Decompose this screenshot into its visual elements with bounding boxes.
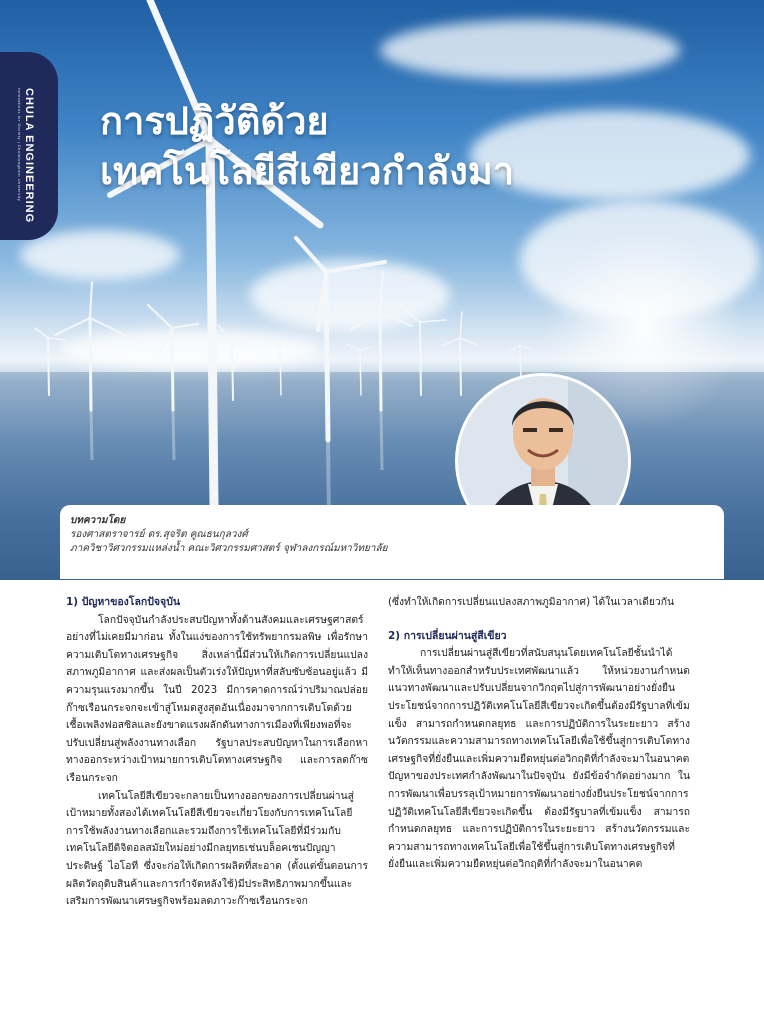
article-title: [100, 96, 514, 196]
section-1-paragraph-3: (ซึ่งทำให้เกิดการเปลี่ยนแปลงสภาพภูมิอากาศ) ได้ในเวลาเดียวกัน: [388, 596, 674, 608]
author-affiliation: ภาควิชาวิศวกรรมแหล่งน้ำ คณะวิศวกรรมศาสตร์ จุฬาลงกรณ์มหาวิทยาลัย: [70, 543, 388, 554]
author-label: บทความโดย: [70, 515, 126, 526]
author-box: [60, 505, 724, 579]
title-line-1: การปฏิวัติด้วย: [100, 99, 329, 143]
left-column: [66, 594, 368, 911]
section-1-paragraph-1: โลกปัจจุบันกำลังประสบปัญหาทั้งด้านสังคมและเศรษฐศาสตร์อย่างที่ไม่เคยมีมาก่อน ทั้งในแง่ของการใช้ทรัพยากรมลพิษ เพื่อรักษาความเติบโตทางเศรษฐกิจ สิ่งเหล่านี้มีส่วนให้เกิดการเปลี่ยนแปลงสภาพภูมิอากาศ และส่งผลเป็นตัวเร่งให้ปัญหาที่สลับซับซ้อนอยู่แล้ว มีความรุนแรงมากขึ้น ในปี 2023 มีการคาดการณ์ว่าปริมาณปล่อยก๊าซเรือนกระจกจะเข้าสู่โหมดสูงสุดอันเนื่องมาจากการเติบโตด้วยเชื้อเพลิงฟอสซิลและยังขาดแรงผลักดันทางการเมืองที่เพียงพอที่จะปรับเปลี่ยนสู่พลังงานทางเลือก รัฐบาลประสบปัญหาในการเลือกหาทางออกระหว่างเป้าหมายการเติบโตทางเศรษฐกิจ และการลดก๊าซเรือนกระจก: [66, 613, 368, 784]
section-1-heading: 1) ปัญหาของโลกปัจจุบัน: [66, 596, 181, 608]
brand-name: CHULA ENGINEERING: [23, 88, 35, 224]
section-2-heading: 2) การเปลี่ยนผ่านสู่สีเขียว: [388, 629, 507, 642]
section-2-paragraph-1: การเปลี่ยนผ่านสู่สีเขียวที่สนับสนุนโดยเทคโนโลยีชั้นนำได้ทำให้เห็นทางออกสำหรับประเทศพัฒนาแล้ว ให้หน่วยงานกำหนดแนวทางพัฒนาและปรับเปลี่ยนจากวิกฤตไปสู่การพัฒนาอย่างยั่งยืนประโยชน์จากการปฏิวัติเทคโนโลยีสีเขียวจะเกิดขึ้นต้องมีรัฐบาลที่เข้มแข็ง สามารถกำหนดกลยุทธ และการปฏิบัติการในระยะยาว สร้างนวัตกรรมและความสามารถทางเทคโนโลยีเพื่อใช้ขึ้นสู่การเติบโตทางเศรษฐกิจที่ยั่งยืนและเพิ่มความยืดหยุ่นต่อวิกฤติที่กำลังจะมาในอนาคต ปัญหาของประเทศกำลังพัฒนาในปัจจุบัน ยังมีข้อจำกัดอย่างมาก ในการพัฒนาเพื่อบรรลุเป้าหมายการพัฒนาอย่างยั่งยืนประโยชน์จากการปฏิวัติเทคโนโลยีสีเขียวจะเกิดขึ้น ต้องมีรัฐบาลที่เข้มแข็ง สามารถกำหนดกลยุทธ และการปฏิบัติการในระยะยาว สร้างนวัตกรรมและความสามารถทางเทคโนโลยีเพื่อใช้ขึ้นสู่การเติบโตทางเศรษฐกิจที่ยั่งยืนและเพิ่มความยืดหยุ่นต่อวิกฤติที่กำลังจะมาในอนาคต: [388, 647, 690, 871]
brand-logo: [17, 88, 35, 223]
title-line-2: เทคโนโลยีสีเขียวกำลังมา: [100, 149, 515, 193]
author-name: รองศาสตราจารย์ ดร.สุจริต คูณธนกุลวงศ์: [70, 529, 248, 540]
right-column: [388, 594, 690, 874]
section-1-paragraph-2: เทคโนโลยีสีเขียวจะกลายเป็นทางออกของการเปลี่ยนผ่านสู่เป้าหมายทั้งสองได้เทคโนโลยีสีเขียวจะเกี่ยวโยงกับการเทคโนโลยีการใช้พลังงานทางเลือกและรวมถึงการใช้เทคโนโลยีที่มีร่วมกับเทคโนโลยีดิจิตอลสมัยใหม่อย่างมีกลยุทธเช่นบล็อคเชนปัญญาประดิษฐ์ ไอโอที ซึ่งจะก่อให้เกิดการผลิตที่สะอาด (ตั้งแต่ขั้นตอนการผลิตวัตถุดิบสินค้าและการกำจัดหลังใช้)มีประสิทธิภาพมากขึ้นและเสริมการพัฒนาเศรษฐกิจพร้อมลดภาวะก๊าซเรือนกระจก: [66, 789, 368, 908]
brand-tagline: Innovations for Society | Chulalongkorn University: [17, 88, 22, 202]
